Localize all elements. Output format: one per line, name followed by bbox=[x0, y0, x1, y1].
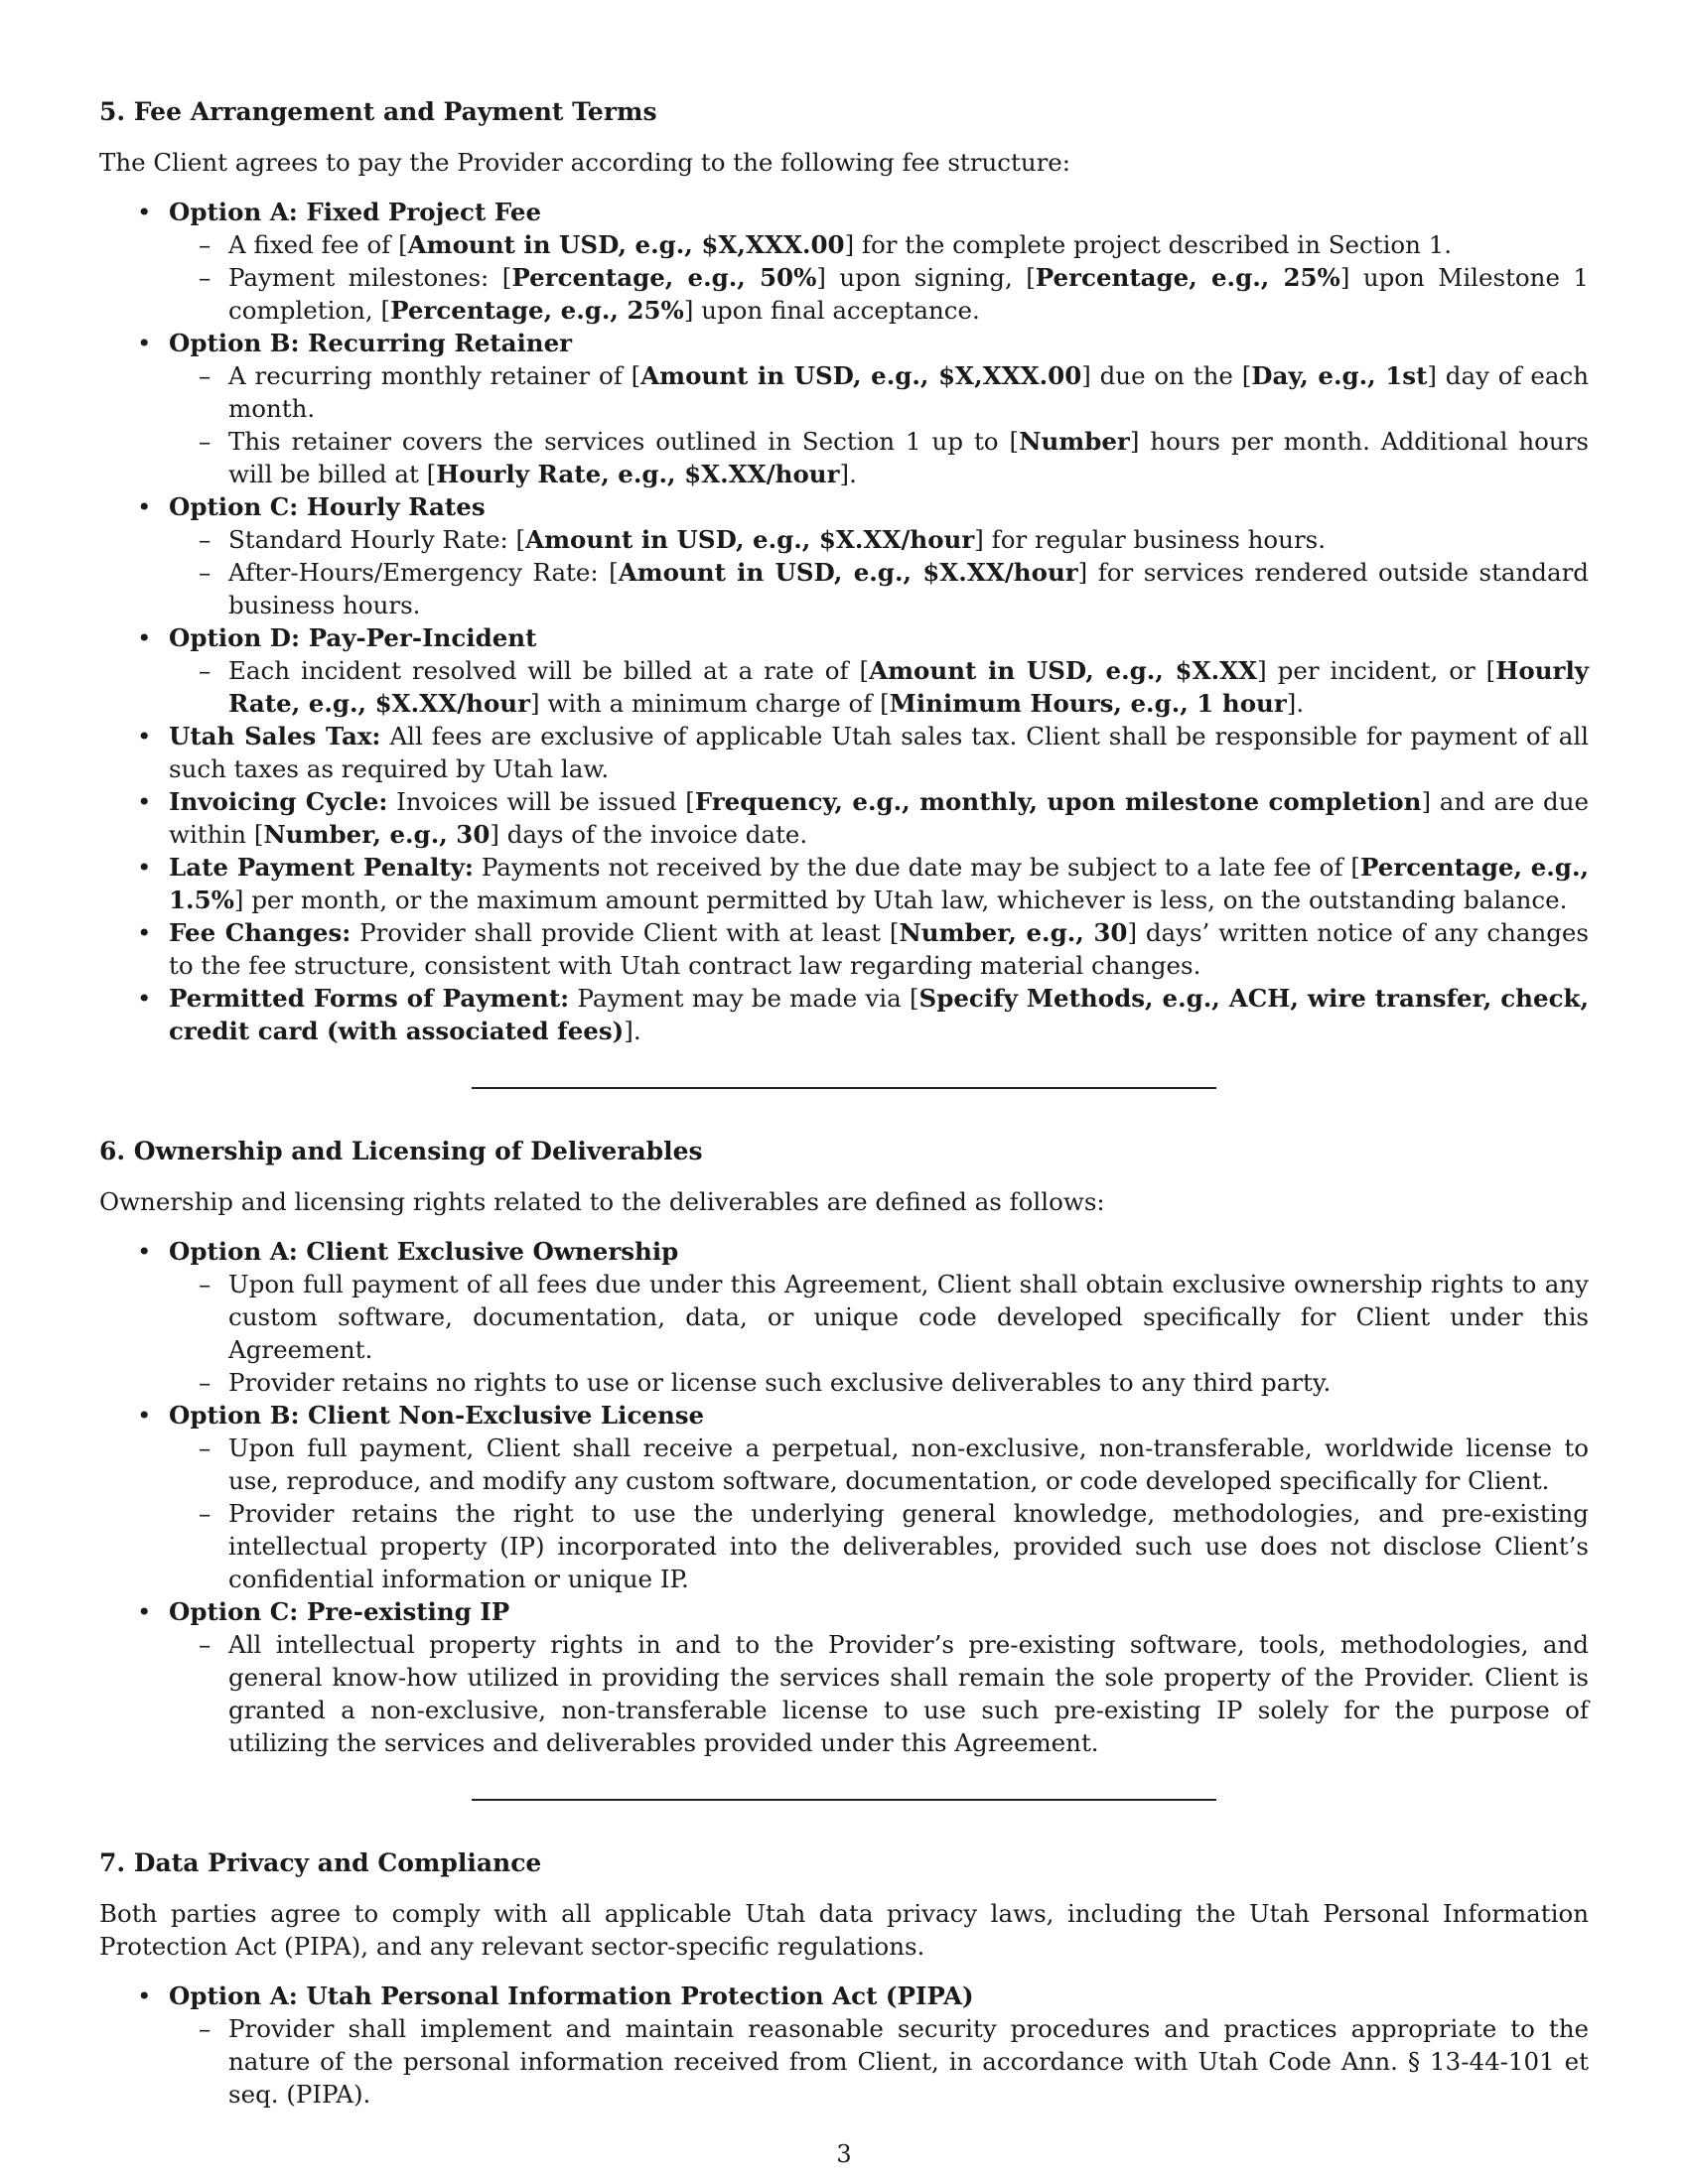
section-heading: 6. Ownership and Licensing of Deliverables bbox=[99, 1137, 703, 1165]
option-pre-existing-ip bbox=[99, 1595, 1589, 1759]
sub-list bbox=[169, 1268, 1589, 1399]
placeholder-field: Specify Methods, e.g., ACH, wire transfer, check, credit card (with associated fees) bbox=[169, 984, 1589, 1045]
placeholder-field: Minimum Hours, e.g., 1 hour bbox=[889, 689, 1287, 718]
item-late-payment-penalty bbox=[99, 851, 1589, 916]
sub-item: – Upon full payment, Client shall receive a perpetual, non-exclusive, non-transferable, worldwide license to use, reproduce, and modify any custom software, documentation, or code developed specifically for Client. bbox=[169, 1432, 1589, 1497]
sub-item: – Provider retains no rights to use or license such exclusive deliverables to any third party. bbox=[169, 1366, 1589, 1399]
section-data-privacy bbox=[99, 1846, 1589, 2111]
sub-list bbox=[169, 654, 1589, 720]
section-ownership-licensing bbox=[99, 1135, 1589, 1759]
section-intro: Ownership and licensing rights related to the deliverables are defined as follows: bbox=[99, 1187, 1105, 1216]
option-pay-per-incident bbox=[99, 621, 1589, 720]
sub-item bbox=[169, 556, 1589, 621]
option-client-exclusive-ownership bbox=[99, 1235, 1589, 1399]
sub-item bbox=[169, 654, 1589, 720]
text: Payment may be made via [ bbox=[569, 984, 919, 1013]
option-title: Option B: Recurring Retainer bbox=[169, 329, 573, 357]
item-fee-changes bbox=[99, 916, 1589, 982]
placeholder-field: Amount in USD, e.g., $X,XXX.00 bbox=[407, 230, 845, 259]
placeholder-field: Percentage, e.g., 1.5% bbox=[169, 853, 1589, 914]
sub-list bbox=[169, 1432, 1589, 1595]
privacy-options-list bbox=[99, 1979, 1589, 2111]
placeholder-field: Amount in USD, e.g., $X.XX/hour bbox=[618, 558, 1078, 587]
text: After-Hours/Emergency Rate: [ bbox=[228, 558, 619, 587]
text: A recurring monthly retainer of [ bbox=[228, 361, 641, 390]
sub-item: – Provider retains the right to use the underlying general knowledge, methodologies, and pre-existing intellectual property (IP) incorporated into the deliverables, provided such use does not disclose Client’s confidential information or unique IP. bbox=[169, 1497, 1589, 1595]
text: ] upon signing, [ bbox=[816, 263, 1036, 292]
option-title: Option C: Hourly Rates bbox=[169, 492, 486, 521]
text: ]. bbox=[624, 1017, 641, 1045]
text: ] for services rendered outside standard business hours. bbox=[228, 558, 1589, 619]
option-title: Option A: Utah Personal Information Protection Act (PIPA) bbox=[169, 1981, 974, 2010]
ownership-options-list bbox=[99, 1235, 1589, 1759]
text: ] days’ written notice of any changes to the fee structure, consistent with Utah contract law regarding material changes. bbox=[169, 918, 1589, 980]
text: Each incident resolved will be billed at a rate of [ bbox=[228, 656, 870, 685]
placeholder-field: Hourly Rate, e.g., $X.XX/hour bbox=[436, 460, 840, 488]
sub-item bbox=[169, 425, 1589, 490]
text: Payment milestones: [ bbox=[228, 263, 512, 292]
option-client-non-exclusive-license bbox=[99, 1399, 1589, 1595]
placeholder-field: Amount in USD, e.g., $X,XXX.00 bbox=[640, 361, 1082, 390]
item-permitted-forms-of-payment bbox=[99, 982, 1589, 1047]
sub-list bbox=[169, 228, 1589, 327]
sub-item bbox=[169, 359, 1589, 425]
placeholder-field: Number, e.g., 30 bbox=[899, 918, 1128, 947]
sub-item: – All intellectual property rights in and to the Provider’s pre-existing software, tools, methodologies, and general know-how utilized in providing the services shall remain the sole property of the Provider. Client is granted a non-exclusive, non-transferable license to use such pre-existing IP solely for the purpose of utilizing the services and deliverables provided under this Agreement. bbox=[169, 1628, 1589, 1759]
sub-list bbox=[169, 2012, 1589, 2111]
placeholder-field: Percentage, e.g., 25% bbox=[390, 296, 684, 325]
option-fixed-fee bbox=[99, 196, 1589, 327]
text: ] and are due within [ bbox=[169, 787, 1590, 849]
text: ] for the complete project described in Section 1. bbox=[844, 230, 1453, 259]
item-utah-sales-tax bbox=[99, 720, 1589, 785]
option-title: Option C: Pre-existing IP bbox=[169, 1597, 510, 1626]
text: Payments not received by the due date may be subject to a late fee of [ bbox=[473, 853, 1360, 882]
option-title: Option A: Client Exclusive Ownership bbox=[169, 1237, 679, 1266]
option-title: Option A: Fixed Project Fee bbox=[169, 198, 542, 226]
fee-options-list bbox=[99, 196, 1589, 1047]
item-label: Permitted Forms of Payment: bbox=[169, 984, 570, 1013]
option-hourly-rates bbox=[99, 490, 1589, 621]
placeholder-field: Percentage, e.g., 50% bbox=[511, 263, 817, 292]
text: ] upon Milestone 1 completion, [ bbox=[228, 263, 1589, 325]
item-label: Utah Sales Tax: bbox=[169, 722, 381, 751]
placeholder-field: Day, e.g., 1st bbox=[1251, 361, 1428, 390]
text: ] per month, or the maximum amount permitted by Utah law, whichever is less, on the outstanding balance. bbox=[233, 886, 1568, 914]
section-intro: Both parties agree to comply with all applicable Utah data privacy laws, including the Utah Personal Information Protection Act (PIPA), and any relevant sector-specific regulations. bbox=[99, 1899, 1589, 1961]
text: ]. bbox=[1286, 689, 1305, 718]
section-heading: 5. Fee Arrangement and Payment Terms bbox=[99, 97, 657, 126]
text: A fixed fee of [ bbox=[228, 230, 408, 259]
sub-list bbox=[169, 523, 1589, 621]
text: ] upon final acceptance. bbox=[683, 296, 980, 325]
sub-list bbox=[169, 1628, 1589, 1759]
section-heading: 7. Data Privacy and Compliance bbox=[99, 1848, 542, 1877]
placeholder-field: Frequency, e.g., monthly, upon milestone completion bbox=[694, 787, 1422, 816]
placeholder-field: Hourly Rate, e.g., $X.XX/hour bbox=[228, 656, 1590, 718]
placeholder-field: Number bbox=[1019, 427, 1130, 456]
option-utah-pipa bbox=[99, 1979, 1589, 2111]
item-label: Late Payment Penalty: bbox=[169, 853, 474, 882]
option-recurring-retainer bbox=[99, 327, 1589, 490]
item-invoicing-cycle bbox=[99, 785, 1589, 851]
text: Standard Hourly Rate: [ bbox=[228, 525, 526, 554]
text: ] per incident, or [ bbox=[1257, 656, 1496, 685]
item-label: Invoicing Cycle: bbox=[169, 787, 388, 816]
text: All fees are exclusive of applicable Utah sales tax. Client shall be responsible for payment of all such taxes as required by Utah law. bbox=[169, 722, 1589, 783]
item-label: Fee Changes: bbox=[169, 918, 352, 947]
text: Invoices will be issued [ bbox=[387, 787, 695, 816]
sub-item: – Provider shall implement and maintain reasonable security procedures and practices appropriate to the nature of the personal information received from Client, in accordance with Utah Code Ann. § 13-44-101 et seq. (PIPA). bbox=[169, 2012, 1589, 2111]
sub-list bbox=[169, 359, 1589, 490]
sub-item bbox=[169, 261, 1589, 327]
section-intro: The Client agrees to pay the Provider according to the following fee structure: bbox=[99, 148, 1071, 177]
placeholder-field: Amount in USD, e.g., $X.XX/hour bbox=[525, 525, 975, 554]
text: Provider shall provide Client with at least [ bbox=[351, 918, 900, 947]
sub-item: – Upon full payment of all fees due under this Agreement, Client shall obtain exclusive ownership rights to any custom software, documentation, data, or unique code developed specifically for Client under this Agreement. bbox=[169, 1268, 1589, 1366]
text: ] hours per month. Additional hours will be billed at [ bbox=[228, 427, 1589, 488]
placeholder-field: Number, e.g., 30 bbox=[263, 820, 491, 849]
text: This retainer covers the services outlined in Section 1 up to [ bbox=[228, 427, 1020, 456]
text: ] with a minimum charge of [ bbox=[530, 689, 890, 718]
sub-item bbox=[169, 228, 1589, 261]
option-title: Option D: Pay-Per-Incident bbox=[169, 623, 537, 652]
placeholder-field: Percentage, e.g., 25% bbox=[1035, 263, 1340, 292]
text: ]. bbox=[839, 460, 857, 488]
horizontal-rule bbox=[472, 1799, 1216, 1801]
document-page bbox=[99, 95, 1589, 2111]
sub-item bbox=[169, 523, 1589, 556]
text: ] days of the invoice date. bbox=[490, 820, 808, 849]
text: ] day of each month. bbox=[228, 361, 1589, 423]
page-number: 3 bbox=[836, 2140, 852, 2168]
text: ] due on the [ bbox=[1081, 361, 1252, 390]
section-fee-arrangement bbox=[99, 95, 1589, 1047]
placeholder-field: Amount in USD, e.g., $X.XX bbox=[869, 656, 1258, 685]
text: ] for regular business hours. bbox=[974, 525, 1327, 554]
option-title: Option B: Client Non-Exclusive License bbox=[169, 1401, 705, 1430]
horizontal-rule bbox=[472, 1087, 1216, 1089]
